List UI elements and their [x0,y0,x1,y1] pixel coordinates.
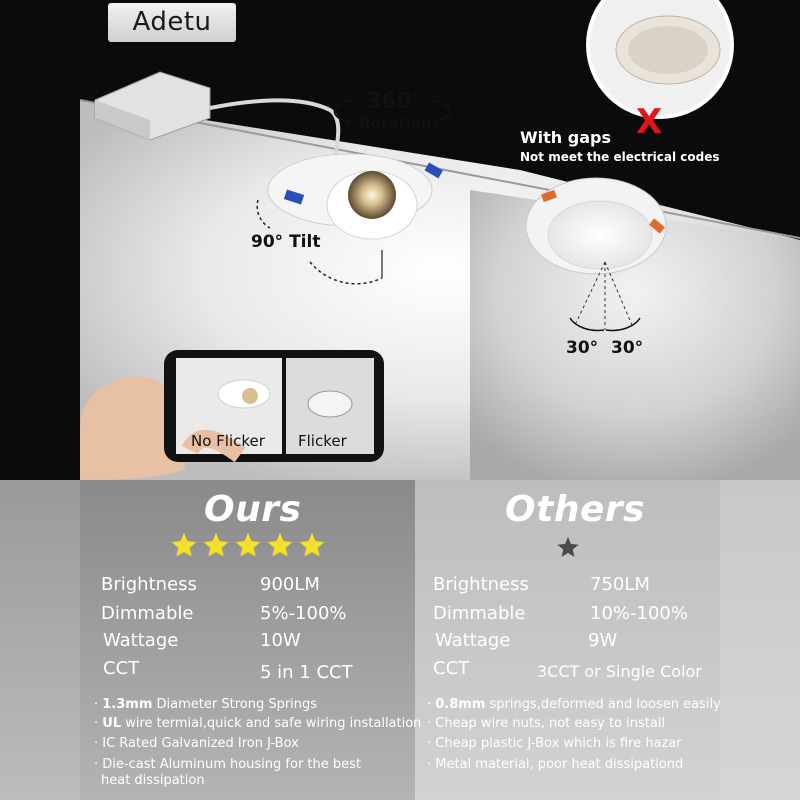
others-spec-value-brightness: 750LM [590,574,650,595]
gaps-x-mark: X [636,102,663,142]
phone-no-flicker-label: No Flicker [191,432,265,450]
ours-bullet-2: · UL wire termial,quick and safe wiring installation [94,716,422,731]
ours-spec-label-cct: CCT [103,658,140,679]
ours-spec-label-brightness: Brightness [101,574,197,595]
gaps-title: With gaps [520,128,611,147]
ours-spec-value-cct: 5 in 1 CCT [260,662,353,683]
ours-spec-label-wattage: Wattage [103,630,179,651]
others-spec-label-brightness: Brightness [433,574,529,595]
others-bullet-3: · Cheap plastic J-Box which is fire hazar [427,736,682,751]
tilt-label: 90° Tilt [251,232,321,252]
star-icon [204,533,229,557]
others-rating [553,536,583,560]
others-spec-value-wattage: 9W [588,630,618,651]
others-bullet-4: · Metal material, poor heat dissipationd [427,757,684,772]
ours-bullet-1: · 1.3mm Diameter Strong Springs [94,697,318,712]
ours-bullet-3: · IC Rated Galvanized Iron J-Box [94,736,299,751]
star-icon [268,533,293,557]
others-spec-label-cct: CCT [433,658,470,679]
others-spec-label-dimmable: Dimmable [433,603,526,624]
rotation-degree: 360° [366,89,423,114]
others-title: Others [505,489,646,530]
star-icon [172,533,197,557]
ours-spec-value-wattage: 10W [260,630,301,651]
ours-title: Ours [204,489,302,530]
ours-bullet-4: · Die-cast Aluminum housing for the best [94,757,362,772]
others-spec-value-dimmable: 10%-100% [590,603,688,624]
angle-right-label: 30° [611,338,644,358]
ours-spec-value-dimmable: 5%-100% [260,603,347,624]
others-spec-label-wattage: Wattage [435,630,511,651]
rotation-label: Rotation [359,114,432,132]
others-spec-value-cct: 3CCT or Single Color [537,662,702,681]
angle-left-label: 30° [566,338,599,358]
left-margin [0,480,80,800]
star-icon [236,533,261,557]
right-margin [720,480,800,800]
star-icon [558,537,579,557]
others-bullet-1: · 0.8mm springs,deformed and loosen easily [427,697,721,712]
star-icon [300,533,325,557]
ours-spec-label-dimmable: Dimmable [101,603,194,624]
ours-bullet-4-cont: heat dissipation [101,773,205,788]
gaps-subtitle: Not meet the electrical codes [520,150,720,164]
others-bullet-2: · Cheap wire nuts, not easy to install [427,716,666,731]
brand-logo: Adetu [108,3,236,42]
ours-spec-value-brightness: 900LM [260,574,320,595]
ours-rating [170,532,330,560]
phone-flicker-label: Flicker [298,432,347,450]
